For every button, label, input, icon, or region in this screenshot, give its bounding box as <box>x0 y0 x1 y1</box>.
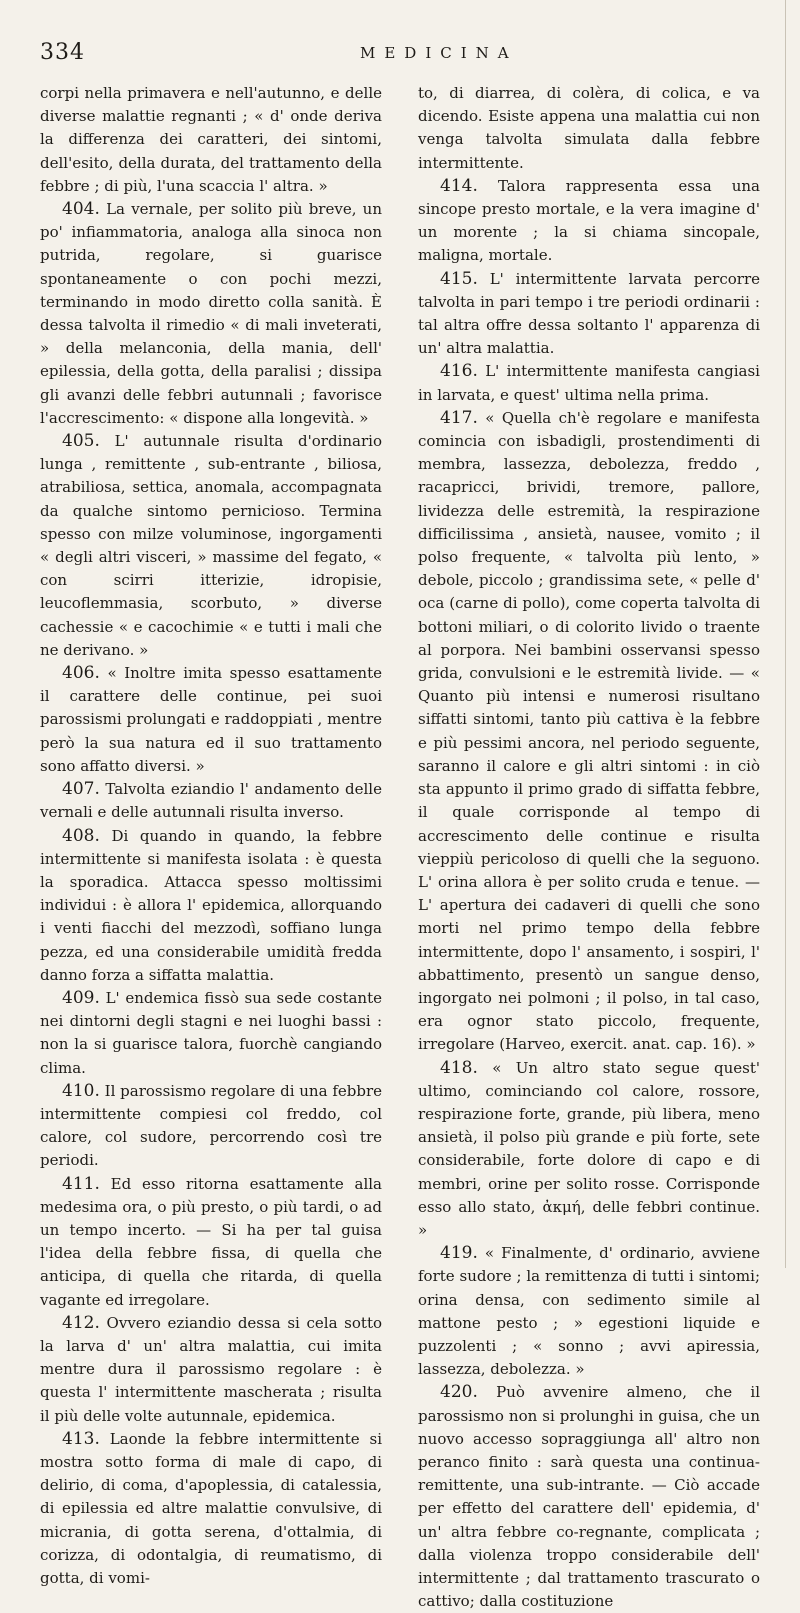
paragraph-number: 406. <box>62 663 100 684</box>
paragraph-text: « Quella ch'è regolare e manifesta comincia con isbadigli, prostendimenti di membra, lassezza, debolezza, freddo , racapricci, brividi, tremore, pallore, lividezza delle estremità, la respirazione difficilissima , ansietà, nausee, vomito ; il polso frequente, « talvolta più lento, » debole, piccolo ; grandissima sete, « pelle d' oca (carne di pollo), come coperta talvolta di bottoni miliari, o di colorito livido o traente al porpora. Nei bambini osservansi spesso grida, convulsioni e le estremità livide. — « Quanto più intensi e numerosi risultano siffatti sintomi, tanto più cattiva è la febbre e più pessimi ancora, nel periodo seguente, saranno il calore e gli altri sintomi : in ciò sta appunto il primo grado di siffatta febbre, il quale corrisponde al tempo di accrescimento delle continue e risulta vieppiù pericoloso di quelli che la seguono. L' orina allora è per solito cruda e tenue. — L' apertura dei cadaveri di quelli che sono morti nel primo tempo della febbre intermittente, dopo l' ansamento, i sospiri, l' abbattimento, presentò un sangue denso, ingorgato nei polmoni ; il polso, in tal caso, era ognor stato piccolo, frequente, irregolare (Harveo, exercit. anat. cap. 16). » <box>418 408 760 1054</box>
paragraph <box>418 82 760 175</box>
paragraph <box>40 198 382 430</box>
paragraph-number: 413. <box>62 1428 100 1449</box>
paragraph-number: 409. <box>62 987 100 1008</box>
paragraph <box>418 1057 760 1243</box>
paragraph <box>418 1242 760 1381</box>
paragraph-number: 414. <box>440 175 478 196</box>
paragraph <box>40 1428 382 1590</box>
left-column <box>40 82 382 1587</box>
page-edge-divider <box>785 0 786 1268</box>
paragraph <box>418 1381 760 1613</box>
paragraph-number: 410. <box>62 1080 100 1101</box>
paragraph <box>40 1312 382 1428</box>
paragraph-number: 419. <box>440 1243 478 1264</box>
page-number: 334 <box>40 40 85 65</box>
paragraph-number: 412. <box>62 1312 100 1333</box>
paragraph-number: 418. <box>440 1057 478 1078</box>
paragraph-number: 420. <box>440 1382 478 1403</box>
paragraph-text: « Finalmente, d' ordinario, avviene forte sudore ; la remittenza di tutti i sintomi; orina densa, con sedimento simile al mattone pesto ; » egestioni liquide e puzzolenti ; « sonno ; avvi apiressia, lassezza, debolezza. » <box>418 1244 760 1379</box>
paragraph-text: La vernale, per solito più breve, un po' infiammatoria, analoga alla sinoca non putrida, regolare, si guarisce spontaneamente o con pochi mezzi, terminando in modo diretto colla sanità. È dessa talvolta il rimedio « di mali inveterati, » della melanconia, della mania, dell' epilessia, della gotta, della paralisi ; dissipa gli avanzi delle febbri autunnali ; favorisce l'accrescimento: « dispone alla longevità. » <box>40 200 382 427</box>
paragraph-number: 404. <box>62 199 100 220</box>
paragraph-text: Ovvero eziandio dessa si cela sotto la larva d' un' altra malattia, cui imita mentre dura il parossismo regolare : è questa l' intermittente mascherata ; risulta il più delle volte autunnale, epidemica. <box>40 1313 382 1425</box>
paragraph-text: Il parossismo regolare di una febbre intermittente compiesi col freddo, col calore, col sudore, percorrendo così tre periodi. <box>40 1081 382 1170</box>
paragraph-text: Ed esso ritorna esattamente alla medesima ora, o più presto, o più tardi, o ad un tempo incerto. — Si ha per tal guisa l'idea della febbre fissa, di quella che anticipa, di quella che ritarda, di quella vagante ed irregolare. <box>40 1174 382 1309</box>
paragraph-text: L' endemica fissò sua sede costante nei dintorni degli stagni e nei luoghi bassi : non la si guarisce talora, fuorchè cangiando clima. <box>40 988 382 1077</box>
paragraph-text: Può avvenire almeno, che il parossismo non si prolunghi in guisa, che un nuovo accesso sopraggiunga all' altro non peranco finito : sarà questa una continua-remittente, una sub-intrante. — Ciò accade per effetto del carattere dell' epidemia, d' un' altra febbre co-regnante, complicata ; dalla violenza troppo considerabile dell' intermittente ; dal trattamento trascurato o cattivo; dalla costituzione <box>418 1383 760 1611</box>
paragraph-text: Laonde la febbre intermittente si mostra sotto forma di male di capo, di delirio, di coma, d'apoplessia, di catalessia, di epilessia ed altre malattie convulsive, di micrania, di gotta serena, d'ottalmia, di corizza, di odontalgia, di reumatismo, di gotta, di vomi- <box>40 1429 382 1587</box>
paragraph-text: Di quando in quando, la febbre intermittente si manifesta isolata : è questa la sporadica. Attacca spesso moltissimi individui : è allora l' epidemica, allorquando i venti fiacchi del mezzodì, soffiano lunga pezza, ed una considerabile umidità fredda danno forza a siffatta malattia. <box>40 826 382 984</box>
running-head: MEDICINA <box>360 44 518 62</box>
paragraph-text: L' intermittente larvata percorre talvolta in pari tempo i tre periodi ordinarii : tal altra offre dessa soltanto l' apparenza di un' altra malattia. <box>418 269 760 358</box>
paragraph <box>40 987 382 1080</box>
paragraph-text: Talora rappresenta essa una sincope presto mortale, e la vera imagine d' un morente ; la si chiama sincopale, maligna, mortale. <box>418 176 760 265</box>
paragraph-text: « Un altro stato segue quest' ultimo, cominciando col calore, rossore, respirazione forte, grande, più libera, meno ansietà, il polso più grande e più forte, sete considerabile, forte dolore di capo e di membri, orine per solito rosse. Corrisponde esso allo stato, ἀκμή, delle febbri continue. » <box>418 1058 760 1239</box>
paragraph <box>40 825 382 987</box>
paragraph-number: 417. <box>440 407 478 428</box>
paragraph-number: 407. <box>62 779 100 800</box>
paragraph-number: 416. <box>440 361 478 382</box>
paragraph <box>40 662 382 778</box>
paragraph <box>418 268 760 361</box>
paragraph <box>40 1080 382 1173</box>
page-header <box>40 40 760 70</box>
paragraph-text: to, di diarrea, di colèra, di colica, e va dicendo. Esiste appena una malattia cui non venga talvolta simulata dalla febbre intermittente. <box>418 84 760 172</box>
paragraph-text: Talvolta eziandio l' andamento delle vernali e delle autunnali risulta inverso. <box>40 780 382 822</box>
paragraph-text: L' autunnale risulta d'ordinario lunga , remittente , sub-entrante , biliosa, atrabiliosa, settica, anomala, accompagnata da qualche sintomo pernicioso. Termina spesso con milze voluminose, ingorgamenti « degli altri visceri, » massime del fegato, « con scirri itterizie, idropisie, leucoflemmasia, scorbuto, » diverse cachessie « e cacochimie « e tutti i mali che ne derivano. » <box>40 432 382 659</box>
paragraph <box>40 778 382 824</box>
paragraph-number: 405. <box>62 431 100 452</box>
paragraph <box>40 430 382 662</box>
right-column <box>418 82 760 1611</box>
paragraph <box>418 407 760 1057</box>
paragraph-number: 411. <box>62 1173 100 1194</box>
paragraph-text: corpi nella primavera e nell'autunno, e delle diverse malattie regnanti ; « d' onde deriva la differenza dei caratteri, dei sintomi, dell'esito, della durata, del trattamento della febbre ; di più, l'una scaccia l' altra. » <box>40 84 382 195</box>
paragraph <box>40 82 382 198</box>
paragraph <box>418 360 760 406</box>
paragraph <box>40 1173 382 1312</box>
paragraph-number: 408. <box>62 825 100 846</box>
paragraph-number: 415. <box>440 268 478 289</box>
paragraph-text: « Inoltre imita spesso esattamente il carattere delle continue, pei suoi parossismi prolungati e raddoppiati , mentre però la sua natura ed il suo trattamento sono affatto diversi. » <box>40 664 382 775</box>
paragraph-text: L' intermittente manifesta cangiasi in larvata, e quest' ultima nella prima. <box>418 362 760 404</box>
paragraph <box>418 175 760 268</box>
